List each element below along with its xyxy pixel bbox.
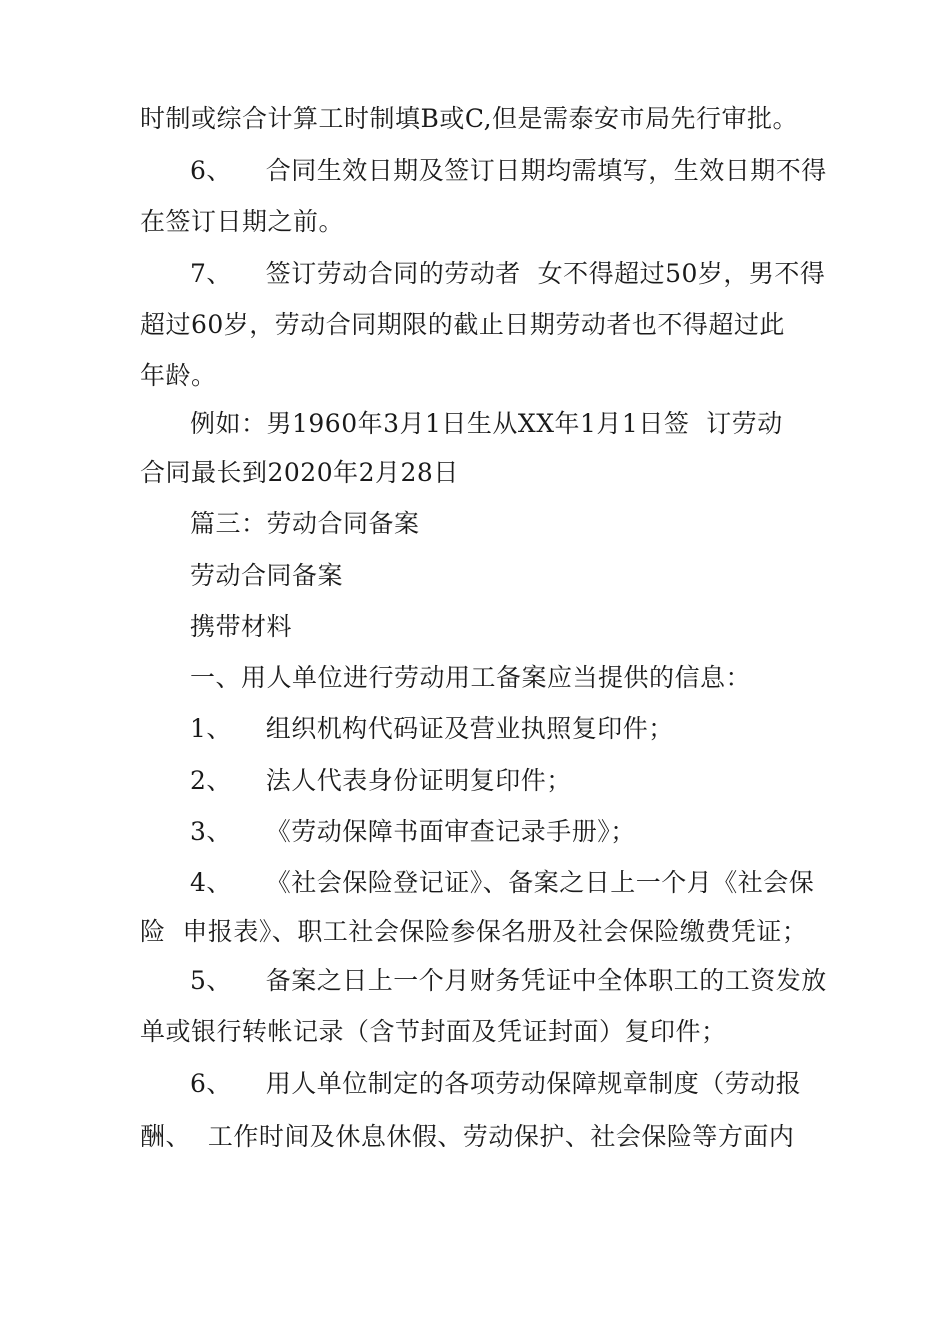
text-line: 一、用人单位进行劳动用工备案应当提供的信息： xyxy=(190,663,752,692)
list-item: 5、 备案之日上一个月财务凭证中全体职工的工资发放 xyxy=(190,966,827,995)
list-item: 6、 用人单位制定的各项劳动保障规章制度（劳动报 xyxy=(190,1069,802,1098)
text-line: 在签订日期之前。 xyxy=(140,207,345,236)
section-title: 篇三：劳动合同备案 xyxy=(190,509,420,538)
text-line: 超过60岁，劳动合同期限的截止日期劳动者也不得超过此 xyxy=(140,310,785,339)
text-line: 例如：男1960年3月1日生从XX年1月1日签 订劳动 xyxy=(190,409,783,438)
list-item: 1、 组织机构代码证及营业执照复印件； xyxy=(190,714,674,743)
list-item: 3、 《劳动保障书面审查记录手册》； xyxy=(190,817,636,846)
text-line: 单或银行转帐记录（含节封面及凭证封面）复印件； xyxy=(140,1017,727,1046)
list-item: 4、 《社会保险登记证》、备案之日上一个月《社会保 xyxy=(190,868,815,897)
text-line: 酬、 工作时间及休息休假、劳动保护、社会保险等方面内 xyxy=(140,1122,795,1151)
text-line: 险 申报表》、职工社会保险参保名册及社会保险缴费凭证； xyxy=(140,917,808,946)
text-line: 合同最长到2020年2月28日 xyxy=(140,458,459,487)
list-item: 2、 法人代表身份证明复印件； xyxy=(190,766,572,795)
text-line: 劳动合同备案 xyxy=(190,561,344,590)
text-line: 携带材料 xyxy=(190,612,293,641)
text-line: 年龄。 xyxy=(140,361,217,390)
text-line: 时制或综合计算工时制填B或C,但是需泰安市局先行审批。 xyxy=(140,104,799,133)
text-line: 7、 签订劳动合同的劳动者 女不得超过50岁，男不得 xyxy=(190,259,826,288)
text-line: 6、 合同生效日期及签订日期均需填写，生效日期不得 xyxy=(190,156,827,185)
